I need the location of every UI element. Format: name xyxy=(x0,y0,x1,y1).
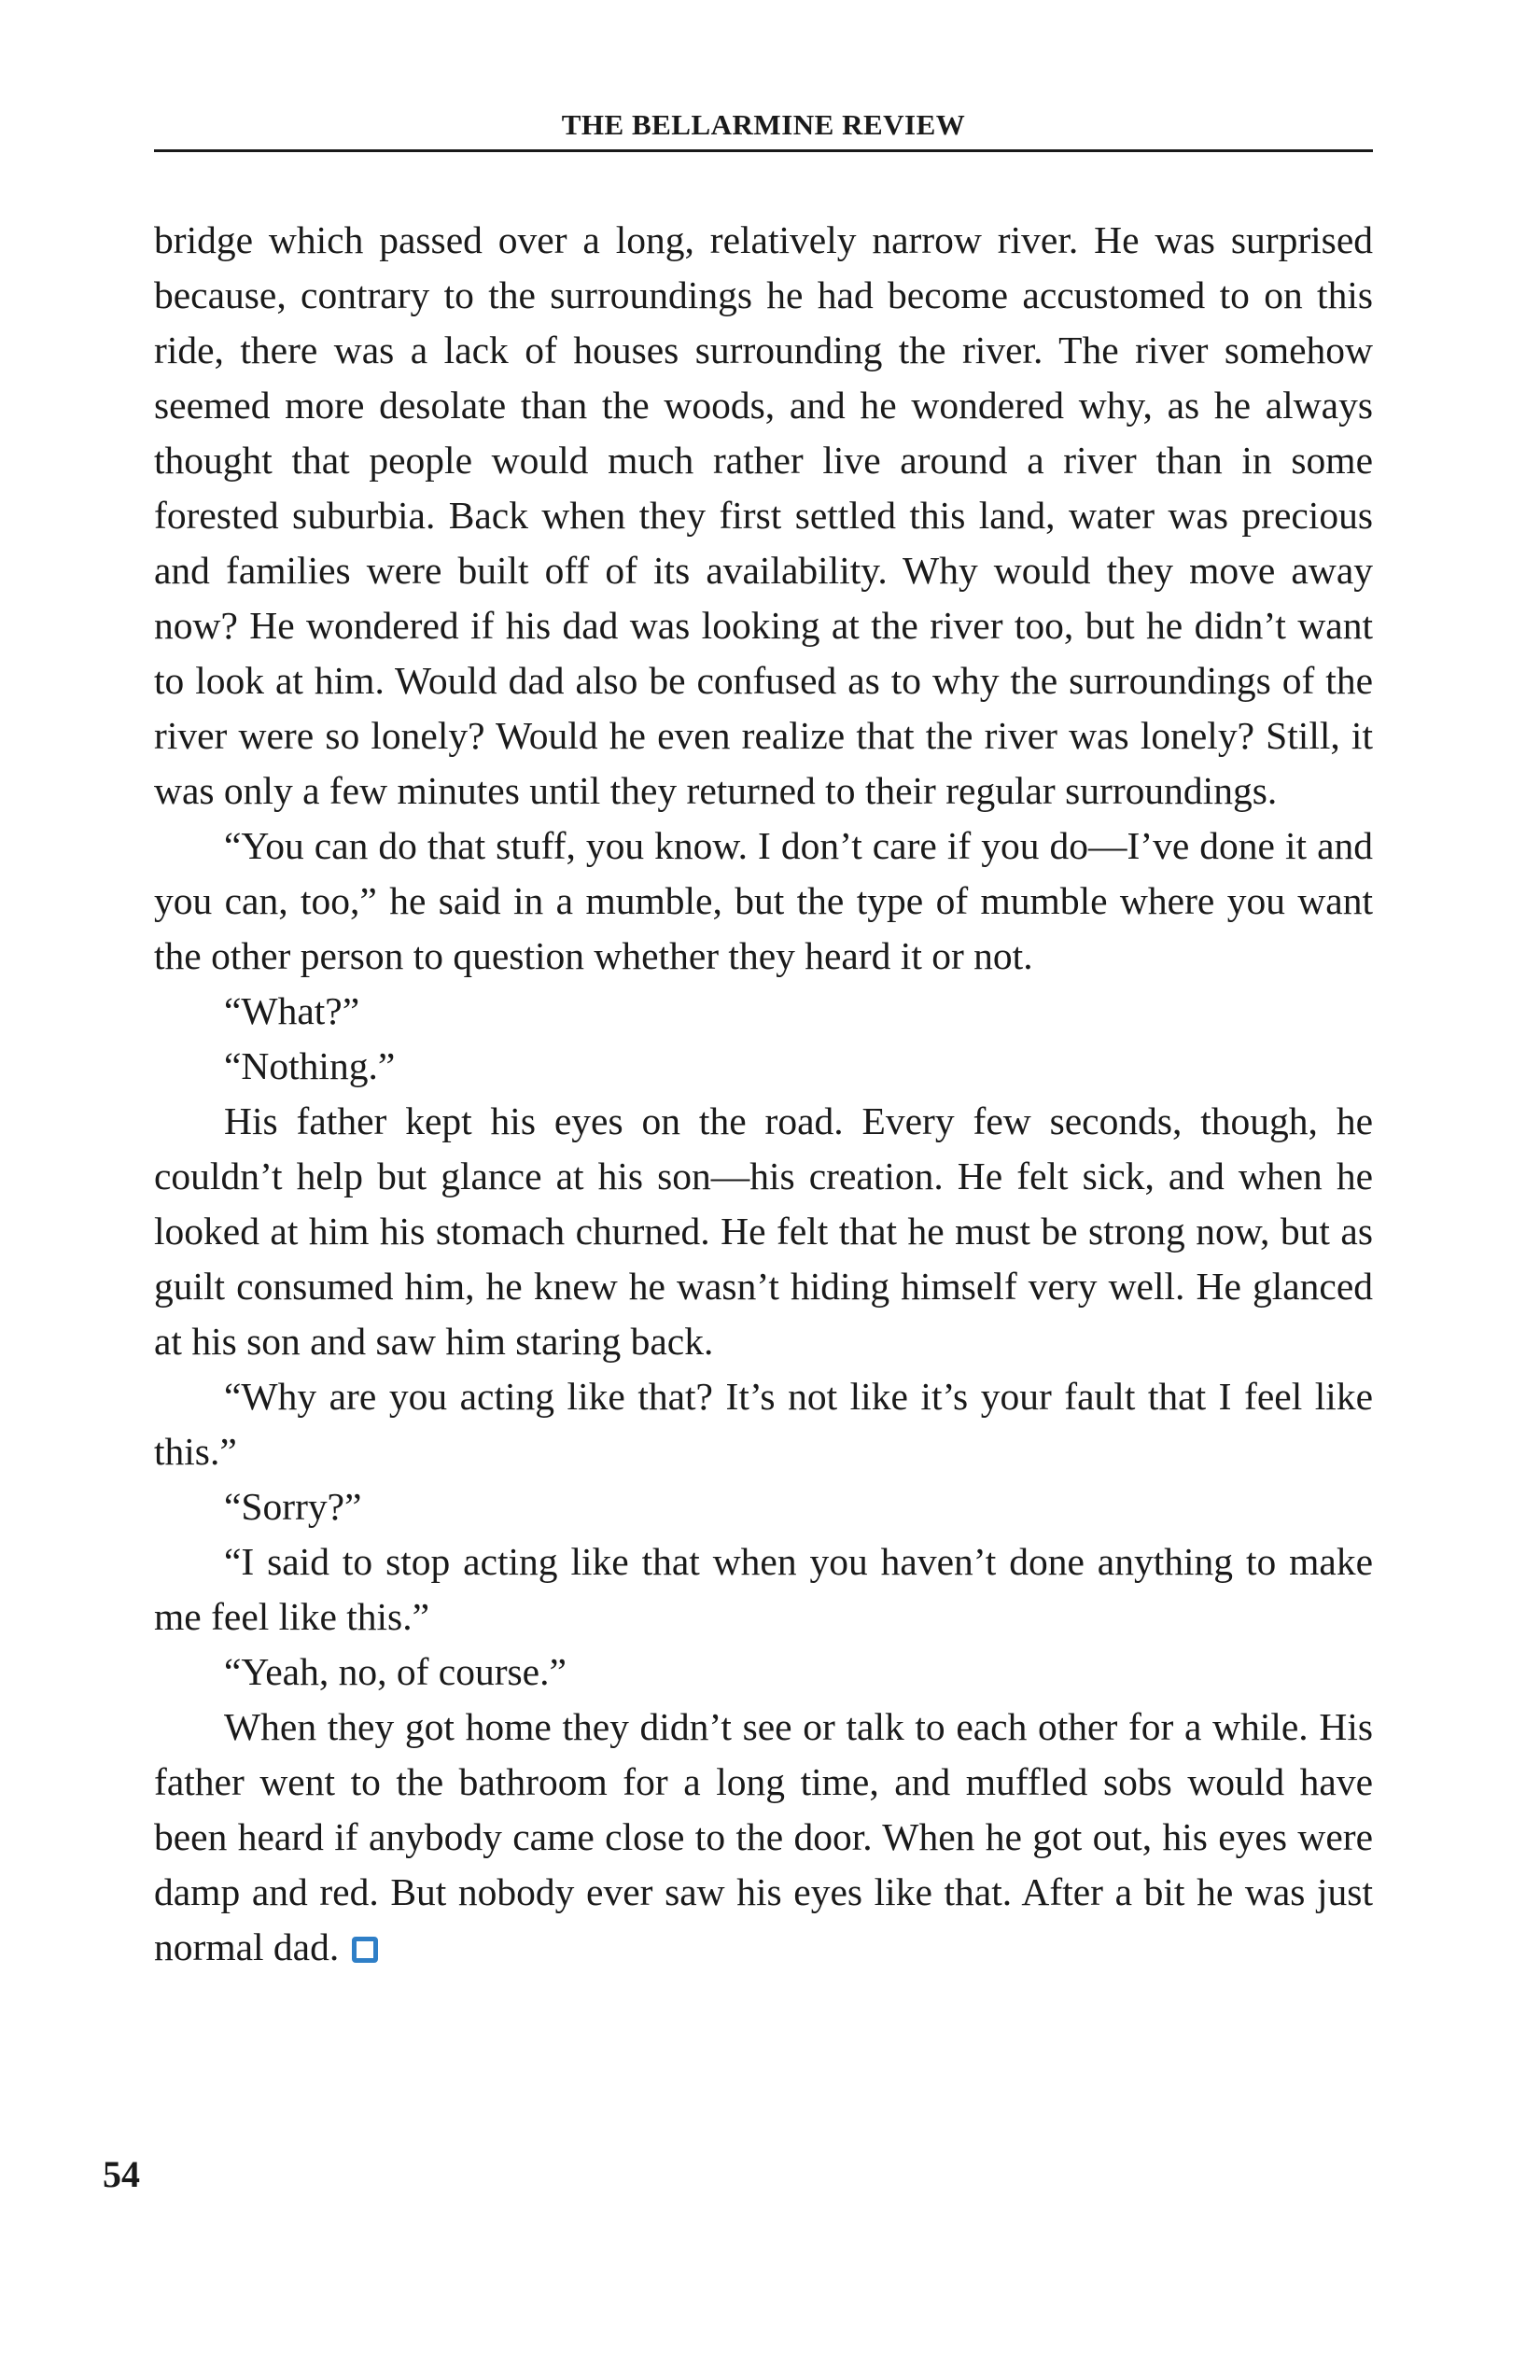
end-of-story-square-icon xyxy=(352,1937,378,1963)
page-number: 54 xyxy=(103,2153,140,2195)
paragraph-text: When they got home they didn’t see or talk to each other for a while. His father went to the bathroom for a long time, and muffled sobs would have been heard if anybody came close to the door. When he got out, his eyes were damp and red. But nobody ever saw his eyes like that. After a bit he was just normal dad. xyxy=(154,1705,1373,1968)
header-rule xyxy=(154,149,1373,152)
running-title: THE BELLARMINE REVIEW xyxy=(561,108,966,141)
paragraph: “Why are you acting like that? It’s not like it’s your fault that I feel like this.” xyxy=(154,1375,1373,1473)
paragraph: “I said to stop acting like that when you haven’t done anything to make me feel like this.” xyxy=(154,1540,1373,1638)
paragraph: His father kept his eyes on the road. Every few seconds, though, he couldn’t help but glance at his son—his creation. He felt sick, and when he looked at him his stomach churned. He felt that he must be strong now, but as guilt consumed him, he knew he wasn’t hiding himself very well. He glanced at his son and saw him staring back. xyxy=(154,1099,1373,1363)
paragraph: “You can do that stuff, you know. I don’t care if you do—I’ve done it and you can, too,” he said in a mumble, but the type of mumble where you want the other person to question whether they heard it or not. xyxy=(154,824,1373,977)
paragraph: “Sorry?” xyxy=(224,1485,362,1528)
paragraph: “What?” xyxy=(224,989,360,1032)
paragraph: “Yeah, no, of course.” xyxy=(224,1650,567,1693)
last-paragraph xyxy=(154,1700,1373,1975)
story-text xyxy=(154,213,1373,1975)
paragraph: bridge which passed over a long, relatively narrow river. He was surprised because, contrary to the surroundings he had become accustomed to on this ride, there was a lack of houses surrounding the river. The river somehow seemed more desolate than the woods, and he wondered why, as he always thought that people would much rather live around a river than in some forested suburbia. Back when they first settled this land, water was precious and families were built off of its availability. Why would they move away now? He wondered if his dad was looking at the river too, but he didn’t want to look at him. Would dad also be confused as to why the surroundings of the river were so lonely? Would he even realize that the river was lonely? Still, it was only a few minutes until they returned to their regular surroundings. xyxy=(154,218,1373,812)
paragraph: “Nothing.” xyxy=(224,1044,396,1087)
